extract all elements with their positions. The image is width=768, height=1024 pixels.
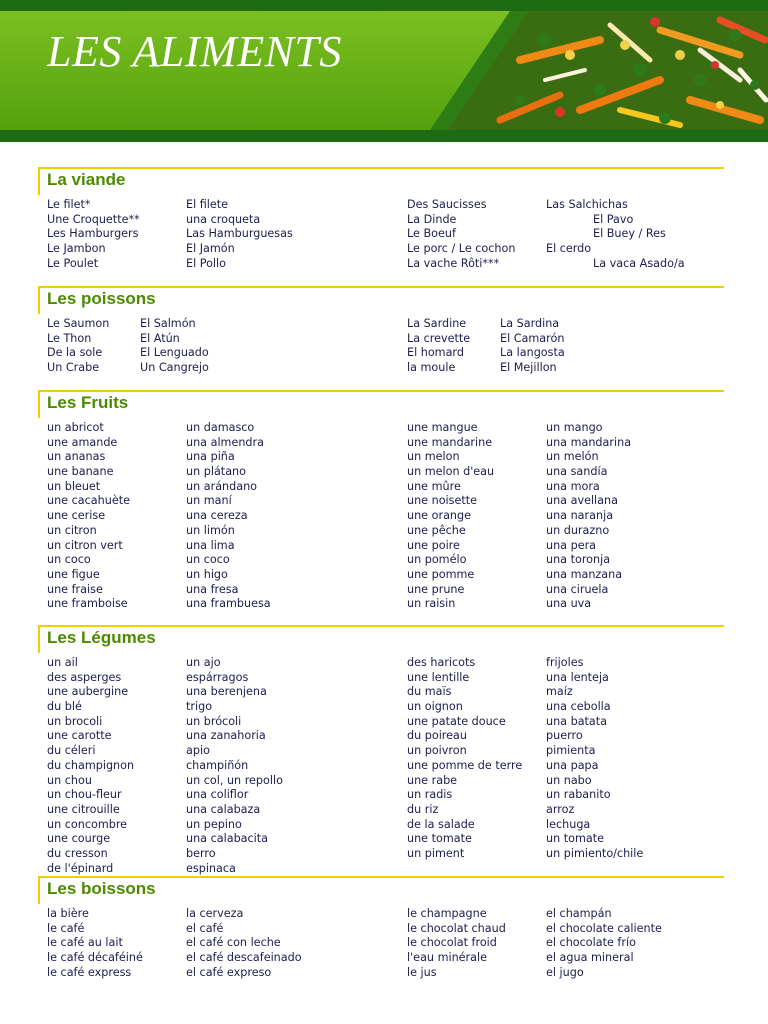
vocab-row xyxy=(38,332,724,347)
french-word: un ananas xyxy=(47,450,106,464)
french-word: de l'épinard xyxy=(47,861,114,875)
vocab-row xyxy=(38,213,724,228)
french-word: une poire xyxy=(407,538,460,552)
section-header xyxy=(38,167,724,195)
french-word: Des Saucisses xyxy=(407,198,487,211)
french-word: une noisette xyxy=(407,494,478,508)
vocab-row xyxy=(38,450,724,465)
vocab-row xyxy=(38,198,724,213)
spanish-word: un maní xyxy=(186,494,232,508)
vocab-row xyxy=(38,907,724,922)
spanish-word: una mandarina xyxy=(546,435,632,449)
french-word: un brocoli xyxy=(47,714,103,728)
french-word: le café express xyxy=(47,965,132,979)
french-word: La Sardine xyxy=(407,317,467,330)
section-title: Les boissons xyxy=(47,879,156,898)
french-word: De la sole xyxy=(47,346,103,360)
french-word: El homard xyxy=(407,346,464,360)
spanish-word: Un Cangrejo xyxy=(140,361,209,375)
french-word: Un Crabe xyxy=(47,361,100,375)
vocab-row xyxy=(38,227,724,242)
spanish-word: el chocolate caliente xyxy=(546,921,662,935)
french-word: Le filet* xyxy=(47,198,91,211)
french-word: Le Saumon xyxy=(47,317,110,330)
vocab-table xyxy=(38,907,724,980)
french-word: une pomme de terre xyxy=(407,758,523,772)
vocab-row xyxy=(38,656,724,671)
vocab-row xyxy=(38,788,724,803)
vocab-row xyxy=(38,553,724,568)
french-word: une amande xyxy=(47,435,118,449)
spanish-word: el café xyxy=(186,921,224,935)
french-word: une lentille xyxy=(407,670,470,684)
spanish-word: una uva xyxy=(546,597,592,611)
section-fruits xyxy=(38,390,724,612)
spanish-word: la cerveza xyxy=(186,907,244,920)
french-word: une patate douce xyxy=(407,714,506,728)
french-word: du blé xyxy=(47,700,82,714)
french-word: de la salade xyxy=(407,817,475,831)
vocab-row xyxy=(38,729,724,744)
french-word: Le Poulet xyxy=(47,256,99,270)
spanish-word: una calabaza xyxy=(186,802,261,816)
vocab-row xyxy=(38,803,724,818)
vocab-row xyxy=(38,862,724,877)
spanish-word: un rabanito xyxy=(546,788,611,802)
french-word: la moule xyxy=(407,361,456,375)
vocab-row xyxy=(38,361,724,376)
french-word: un melon xyxy=(407,450,460,464)
vocab-row xyxy=(38,539,724,554)
french-word: Une Croquette** xyxy=(47,212,140,226)
vocab-table xyxy=(38,198,724,271)
spanish-word: una cebolla xyxy=(546,700,611,714)
french-word: des haricots xyxy=(407,656,476,669)
french-word: une carotte xyxy=(47,729,112,743)
french-word: le champagne xyxy=(407,907,487,920)
spanish-word: el café con leche xyxy=(186,936,281,950)
vocab-row xyxy=(38,421,724,436)
spanish-word: El Pavo xyxy=(593,212,634,226)
spanish-word: una mora xyxy=(546,479,600,493)
section-title: Les poissons xyxy=(47,289,156,308)
french-word: une pomme xyxy=(407,567,475,581)
spanish-word: una sandía xyxy=(546,465,608,479)
vocab-row xyxy=(38,774,724,789)
vocab-row xyxy=(38,242,724,257)
french-word: le jus xyxy=(407,965,437,979)
french-word: le café xyxy=(47,921,85,935)
spanish-word: una lima xyxy=(186,538,235,552)
french-word: une courge xyxy=(47,832,111,846)
spanish-word: una naranja xyxy=(546,509,614,523)
spanish-word: trigo xyxy=(186,700,213,714)
french-word: Le Thon xyxy=(47,331,92,345)
vocab-row xyxy=(38,436,724,451)
spanish-word: El Mejillon xyxy=(500,361,557,375)
french-word: un abricot xyxy=(47,421,104,434)
french-word: un melon d'eau xyxy=(407,465,495,479)
spanish-word: una cereza xyxy=(186,509,248,523)
french-word: le café décaféiné xyxy=(47,951,143,965)
spanish-word: puerro xyxy=(546,729,583,743)
section-header xyxy=(38,390,724,418)
vocab-row xyxy=(38,685,724,700)
vocab-row xyxy=(38,759,724,774)
spanish-word: el café expreso xyxy=(186,965,272,979)
vocab-row xyxy=(38,818,724,833)
spanish-word: una avellana xyxy=(546,494,618,508)
french-word: une cacahuète xyxy=(47,494,130,508)
vocab-row xyxy=(38,509,724,524)
section-title: Les Fruits xyxy=(47,393,129,412)
french-word: Le porc / Le cochon xyxy=(407,242,516,256)
french-word: Le Jambon xyxy=(47,242,106,256)
section-boissons xyxy=(38,876,724,980)
spanish-word: El Buey / Res xyxy=(593,227,666,241)
vocab-row xyxy=(38,832,724,847)
french-word: une prune xyxy=(407,582,465,596)
section-header xyxy=(38,876,724,904)
spanish-word: el agua mineral xyxy=(546,951,634,965)
spanish-word: El Jamón xyxy=(186,242,235,256)
french-word: du cresson xyxy=(47,846,108,860)
french-word: un citron xyxy=(47,523,97,537)
section-poissons xyxy=(38,286,724,376)
spanish-word: arroz xyxy=(546,802,575,816)
spanish-word: un tomate xyxy=(546,832,604,846)
french-word: une framboise xyxy=(47,597,128,611)
section-title: La viande xyxy=(47,170,126,189)
french-word: du poireau xyxy=(407,729,467,743)
french-word: un oignon xyxy=(407,700,463,714)
spanish-word: El Salmón xyxy=(140,317,196,330)
spanish-word: apio xyxy=(186,744,210,758)
spanish-word: un coco xyxy=(186,553,230,567)
spanish-word: el jugo xyxy=(546,965,584,979)
spanish-word: una zanahoria xyxy=(186,729,266,743)
vocab-row xyxy=(38,494,724,509)
spanish-word: un ajo xyxy=(186,656,221,669)
vocab-row xyxy=(38,317,724,332)
french-word: le chocolat chaud xyxy=(407,921,506,935)
french-word: La crevette xyxy=(407,331,471,345)
spanish-word: una croqueta xyxy=(186,212,261,226)
french-word: l'eau minérale xyxy=(407,951,487,965)
french-word: une citrouille xyxy=(47,802,120,816)
vocab-row xyxy=(38,847,724,862)
spanish-word: frijoles xyxy=(546,656,584,669)
spanish-word: El Lenguado xyxy=(140,346,209,360)
vocab-row xyxy=(38,922,724,937)
french-word: une rabe xyxy=(407,773,458,787)
french-word: Les Hamburgers xyxy=(47,227,139,241)
vocab-table xyxy=(38,421,724,612)
french-word: un citron vert xyxy=(47,538,123,552)
spanish-word: Las Salchichas xyxy=(546,198,628,211)
french-word: une banane xyxy=(47,465,114,479)
french-word: du maïs xyxy=(407,685,452,699)
french-word: du riz xyxy=(407,802,439,816)
spanish-word: maíz xyxy=(546,685,573,699)
french-word: un coco xyxy=(47,553,91,567)
spanish-word: un col, un repollo xyxy=(186,773,283,787)
vocab-row xyxy=(38,568,724,583)
vocab-row xyxy=(38,744,724,759)
header-banner xyxy=(0,0,768,142)
french-word: un chou-fleur xyxy=(47,788,122,802)
french-word: une aubergine xyxy=(47,685,129,699)
vocab-row xyxy=(38,597,724,612)
french-word: une pêche xyxy=(407,523,466,537)
spanish-word: una calabacita xyxy=(186,832,269,846)
french-word: un piment xyxy=(407,846,465,860)
spanish-word: una batata xyxy=(546,714,608,728)
spanish-word: el champán xyxy=(546,907,612,920)
spanish-word: una coliflor xyxy=(186,788,249,802)
vocab-row xyxy=(38,936,724,951)
vocab-row xyxy=(38,671,724,686)
spanish-word: una manzana xyxy=(546,567,623,581)
spanish-word: La vaca Asado/a xyxy=(593,256,685,270)
section-legumes xyxy=(38,625,724,876)
spanish-word: pimienta xyxy=(546,744,596,758)
vocab-row xyxy=(38,257,724,272)
spanish-word: El filete xyxy=(186,198,229,211)
french-word: le chocolat froid xyxy=(407,936,497,950)
spanish-word: un nabo xyxy=(546,773,592,787)
section-viande xyxy=(38,167,724,271)
french-word: la bière xyxy=(47,907,89,920)
vocab-row xyxy=(38,966,724,981)
vocab-table xyxy=(38,656,724,876)
french-word: un radis xyxy=(407,788,453,802)
spanish-word: el chocolate frío xyxy=(546,936,636,950)
spanish-word: un pepino xyxy=(186,817,242,831)
page-title: LES ALIMENTS xyxy=(47,27,342,76)
vocab-row xyxy=(38,951,724,966)
french-word: une fraise xyxy=(47,582,103,596)
spanish-word: La langosta xyxy=(500,346,565,360)
french-word: une orange xyxy=(407,509,471,523)
spanish-word: espinaca xyxy=(186,861,236,875)
vocab-row xyxy=(38,715,724,730)
french-word: une figue xyxy=(47,567,100,581)
french-word: une mandarine xyxy=(407,435,493,449)
spanish-word: berro xyxy=(186,846,216,860)
vocab-row xyxy=(38,480,724,495)
french-word: un concombre xyxy=(47,817,128,831)
spanish-word: espárragos xyxy=(186,670,249,684)
spanish-word: El Camarón xyxy=(500,331,565,345)
vocab-row xyxy=(38,524,724,539)
french-word: un chou xyxy=(47,773,92,787)
spanish-word: lechuga xyxy=(546,817,591,831)
french-word: La vache Rôti*** xyxy=(407,256,500,270)
spanish-word: un durazno xyxy=(546,523,610,537)
spanish-word: El Pollo xyxy=(186,256,226,270)
spanish-word: una piña xyxy=(186,450,235,464)
spanish-word: una berenjena xyxy=(186,685,267,699)
spanish-word: champiñón xyxy=(186,758,249,772)
spanish-word: una almendra xyxy=(186,435,264,449)
spanish-word: un mango xyxy=(546,421,603,434)
spanish-word: un higo xyxy=(186,567,228,581)
french-word: Le Boeuf xyxy=(407,227,456,241)
spanish-word: una frambuesa xyxy=(186,597,271,611)
french-word: un poivron xyxy=(407,744,467,758)
spanish-word: un pimiento/chile xyxy=(546,846,644,860)
spanish-word: una fresa xyxy=(186,582,239,596)
spanish-word: La Sardina xyxy=(500,317,560,330)
spanish-word: un melón xyxy=(546,450,599,464)
spanish-word: una toronja xyxy=(546,553,611,567)
section-header xyxy=(38,625,724,653)
french-word: des asperges xyxy=(47,670,122,684)
french-word: le café au lait xyxy=(47,936,123,950)
spanish-word: una papa xyxy=(546,758,599,772)
vocab-row xyxy=(38,583,724,598)
spanish-word: un damasco xyxy=(186,421,255,434)
french-word: une tomate xyxy=(407,832,472,846)
french-word: du céleri xyxy=(47,744,96,758)
spanish-word: El Atún xyxy=(140,331,180,345)
vocab-table xyxy=(38,317,724,376)
vocab-row xyxy=(38,346,724,361)
french-word: un ail xyxy=(47,656,78,669)
french-word: un raisin xyxy=(407,597,456,611)
spanish-word: el café descafeinado xyxy=(186,951,302,965)
french-word: un bleuet xyxy=(47,479,101,493)
section-title: Les Légumes xyxy=(47,628,156,647)
spanish-word: El cerdo xyxy=(546,242,592,256)
vocab-row xyxy=(38,465,724,480)
french-word: La Dinde xyxy=(407,212,457,226)
section-header xyxy=(38,286,724,314)
spanish-word: una pera xyxy=(546,538,597,552)
spanish-word: un arándano xyxy=(186,479,258,493)
spanish-word: un plátano xyxy=(186,465,246,479)
french-word: du champignon xyxy=(47,758,135,772)
spanish-word: un brócoli xyxy=(186,714,242,728)
french-word: une cerise xyxy=(47,509,106,523)
french-word: une mangue xyxy=(407,421,478,434)
french-word: un pomélo xyxy=(407,553,467,567)
french-word: une mûre xyxy=(407,479,461,493)
vocab-row xyxy=(38,700,724,715)
spanish-word: un limón xyxy=(186,523,235,537)
spanish-word: una lenteja xyxy=(546,670,609,684)
spanish-word: una ciruela xyxy=(546,582,609,596)
spanish-word: Las Hamburguesas xyxy=(186,227,293,241)
